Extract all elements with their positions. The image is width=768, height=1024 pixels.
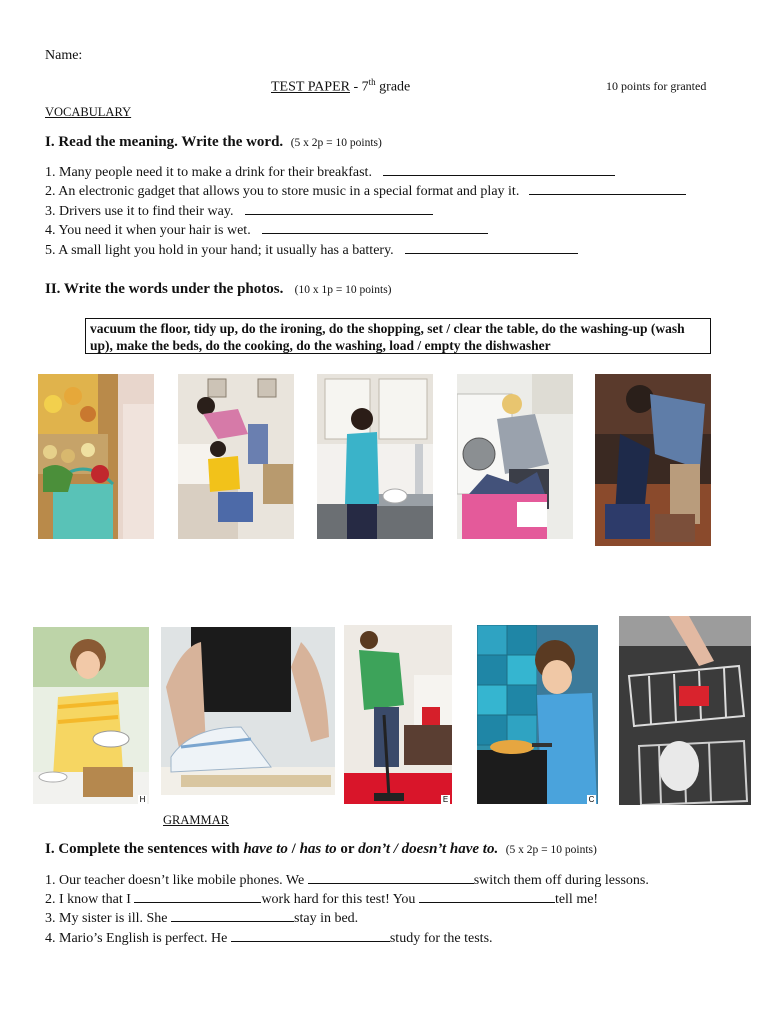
vocab-item-4: [45, 222, 488, 239]
grammar-title-slash: /: [287, 841, 300, 857]
photo-make-beds: [178, 374, 294, 539]
grammar-title-have-to: have to: [243, 841, 288, 857]
vocab-item-text: 1. Many people need it to make a drink for their breakfast.: [45, 165, 372, 180]
word-box: vacuum the floor, tidy up, do the ironing, do the shopping, set / clear the table, do the washing-up (wash up), make the beds, do the cooking, do the washing, load / empty the dishwasher: [85, 318, 711, 354]
title-text: TEST PAPER: [271, 79, 350, 95]
answer-blank[interactable]: [245, 203, 433, 215]
photo-washing-up: [317, 374, 433, 539]
answer-blank[interactable]: [419, 891, 555, 903]
sentence-text: tell me!: [554, 892, 599, 907]
sentence-text: 2. I know that I: [45, 892, 135, 907]
title-grade-post: grade: [375, 79, 411, 95]
vocab-item-2: [45, 183, 686, 200]
answer-blank[interactable]: [308, 872, 474, 884]
task2-title: II. Write the words under the photos.: [45, 281, 284, 297]
photo-label: C: [588, 795, 595, 804]
sentence-text: 4. Mario’s English is perfect. He: [45, 931, 231, 946]
grammar-title-or: or: [336, 841, 359, 857]
photo-cooking: [477, 625, 598, 804]
points-granted: 10 points for granted: [606, 79, 707, 93]
vocab-item-3: [45, 203, 433, 220]
vocab-item-5: [45, 242, 578, 259]
photo-washing: [457, 374, 573, 539]
task1-title: I. Read the meaning. Write the word.: [45, 134, 284, 150]
answer-blank[interactable]: [383, 164, 615, 176]
task2-heading: [45, 281, 392, 298]
title-grade-sup: th: [368, 77, 376, 87]
grammar-sentence-1: [45, 872, 649, 889]
vocab-item-1: [45, 164, 615, 181]
page-title: [271, 77, 410, 96]
sentence-text: 1. Our teacher doesn’t like mobile phones. We: [45, 873, 308, 888]
sentence-text: work hard for this test! You: [261, 892, 419, 907]
photo-dishwasher: [619, 616, 751, 805]
answer-blank[interactable]: [171, 910, 294, 922]
sentence-text: study for the tests.: [389, 931, 493, 946]
task1-points: (5 x 2p = 10 points): [290, 137, 382, 149]
grammar-sentence-4: [45, 930, 493, 947]
name-label: Name:: [45, 48, 83, 63]
sentence-text: 3. My sister is ill. She: [45, 911, 172, 926]
answer-blank[interactable]: [262, 222, 488, 234]
grammar-heading: GRAMMAR: [163, 813, 229, 827]
grammar-task1-heading: [45, 841, 597, 858]
grammar-task1-points: (5 x 2p = 10 points): [505, 844, 597, 856]
photo-label: H: [139, 795, 146, 804]
answer-blank[interactable]: [231, 930, 390, 942]
photo-ironing: [161, 627, 335, 795]
vocab-item-text: 5. A small light you hold in your hand; it usually has a battery.: [45, 243, 394, 258]
vocabulary-heading: VOCABULARY: [45, 105, 132, 119]
vocab-item-text: 4. You need it when your hair is wet.: [45, 223, 251, 238]
sentence-text: stay in bed.: [294, 911, 359, 926]
grammar-title-dont-have-to: don’t / doesn’t have to.: [358, 841, 499, 857]
grammar-title-a: I. Complete the sentences with: [45, 841, 244, 857]
photo-label: E: [442, 795, 449, 804]
grammar-title-has-to: has to: [299, 841, 337, 857]
answer-blank[interactable]: [529, 183, 686, 195]
photo-set-table: [33, 627, 149, 804]
vocab-item-text: 3. Drivers use it to find their way.: [45, 204, 234, 219]
task1-heading: [45, 134, 382, 151]
photo-tidy-up: [595, 374, 711, 546]
answer-blank[interactable]: [134, 891, 261, 903]
photo-vacuum: [344, 625, 452, 804]
sentence-text: switch them off during lessons.: [473, 873, 649, 888]
task2-points: (10 x 1p = 10 points): [294, 284, 392, 296]
vocab-item-text: 2. An electronic gadget that allows you to store music in a special format and play it.: [45, 184, 520, 199]
photo-shopping: [38, 374, 154, 539]
grammar-sentence-3: [45, 910, 358, 927]
grammar-sentence-2: [45, 891, 598, 908]
answer-blank[interactable]: [405, 242, 578, 254]
title-grade-pre: - 7: [349, 79, 369, 95]
